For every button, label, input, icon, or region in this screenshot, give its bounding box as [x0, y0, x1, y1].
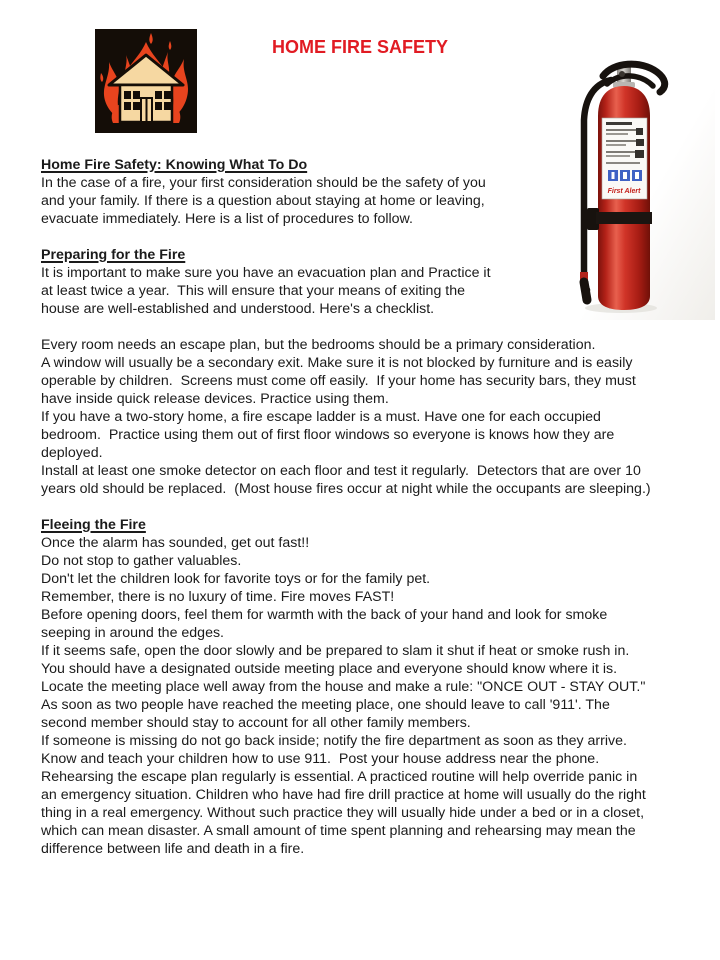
paragraph: Know and teach your children how to use 911. Post your house address near the phone. [41, 751, 600, 767]
extinguisher-brand-label: First Alert [607, 188, 641, 195]
paragraph: Before opening doors, feel them for warmth with the back of your hand and look for smoke seeping in around the edges. [41, 607, 612, 641]
door [141, 98, 152, 122]
paragraph: Once the alarm has sounded, get out fast!! [41, 535, 310, 551]
paragraph: Install at least one smoke detector on each floor and test it regularly. Detectors that are over 10 years old should be replaced. (Most house fires occur at night while the occupants are sleeping.) [41, 463, 651, 497]
paragraph: Do not stop to gather valuables. [41, 553, 242, 569]
paragraph: In the case of a fire, your first consideration should be the safety of you and your family. If there is a question about staying at home or leaving, evacuate immediately. Here is a list of procedures to follow. [41, 175, 490, 227]
section-heading: Fleeing the Fire [41, 517, 146, 533]
section-fleeing-the-fire [41, 516, 656, 858]
section-checklist [41, 336, 656, 498]
paragraph: It is important to make sure you have an evacuation plan and Practice it at least twice a year. This will ensure that your means of exiting the house are well-established and understood. Here's a checklist. [41, 265, 495, 317]
paragraph: Locate the meeting place well away from the house and make a rule: "ONCE OUT - STAY OUT." [41, 679, 646, 695]
paragraph: Rehearsing the escape plan regularly is essential. A practiced routine will help override panic in an emergency situation. Children who have had fire drill practice at home will usually do the right thing in a real emergency. Without such practice they will usually hide under a bed or in a closet, which can mean disaster. A small amount of time spent planning and rehearsing may mean the difference between life and death in a fire. [41, 769, 650, 857]
paragraph: If someone is missing do not go back inside; notify the fire department as soon as they arrive. [41, 733, 627, 749]
burning-house-icon [95, 29, 197, 133]
page-title: HOME FIRE SAFETY [271, 37, 448, 57]
paragraph: You should have a designated outside meeting place and everyone should know where it is. [41, 661, 618, 677]
section-preparing-for-the-fire [41, 246, 495, 318]
paragraph: If it seems safe, open the door slowly and be prepared to slam it shut if heat or smoke rush in. [41, 643, 630, 659]
paragraph: A window will usually be a secondary exit. Make sure it is not blocked by furniture and is easily operable by children. Screens must come off easily. If your home has security bars, they must have inside quick release devices. Practice using them. [41, 355, 640, 407]
section-heading: Preparing for the Fire [41, 247, 186, 263]
paragraph: Remember, there is no luxury of time. Fire moves FAST! [41, 589, 395, 605]
section-knowing-what-to-do [41, 156, 491, 228]
paragraph: As soon as two people have reached the meeting place, one should leave to call '911'. The second member should stay to account for all other family members. [41, 697, 614, 731]
section-heading: Home Fire Safety: Knowing What To Do [41, 157, 308, 173]
document-body [41, 156, 656, 858]
paragraph: Don't let the children look for favorite toys or for the family pet. [41, 571, 431, 587]
paragraph: If you have a two-story home, a fire escape ladder is a must. Have one for each occupied bedroom. Practice using them out of first floor windows so everyone is knows how they are deployed. [41, 409, 619, 461]
paragraph: Every room needs an escape plan, but the bedrooms should be a primary consideration. [41, 337, 596, 353]
